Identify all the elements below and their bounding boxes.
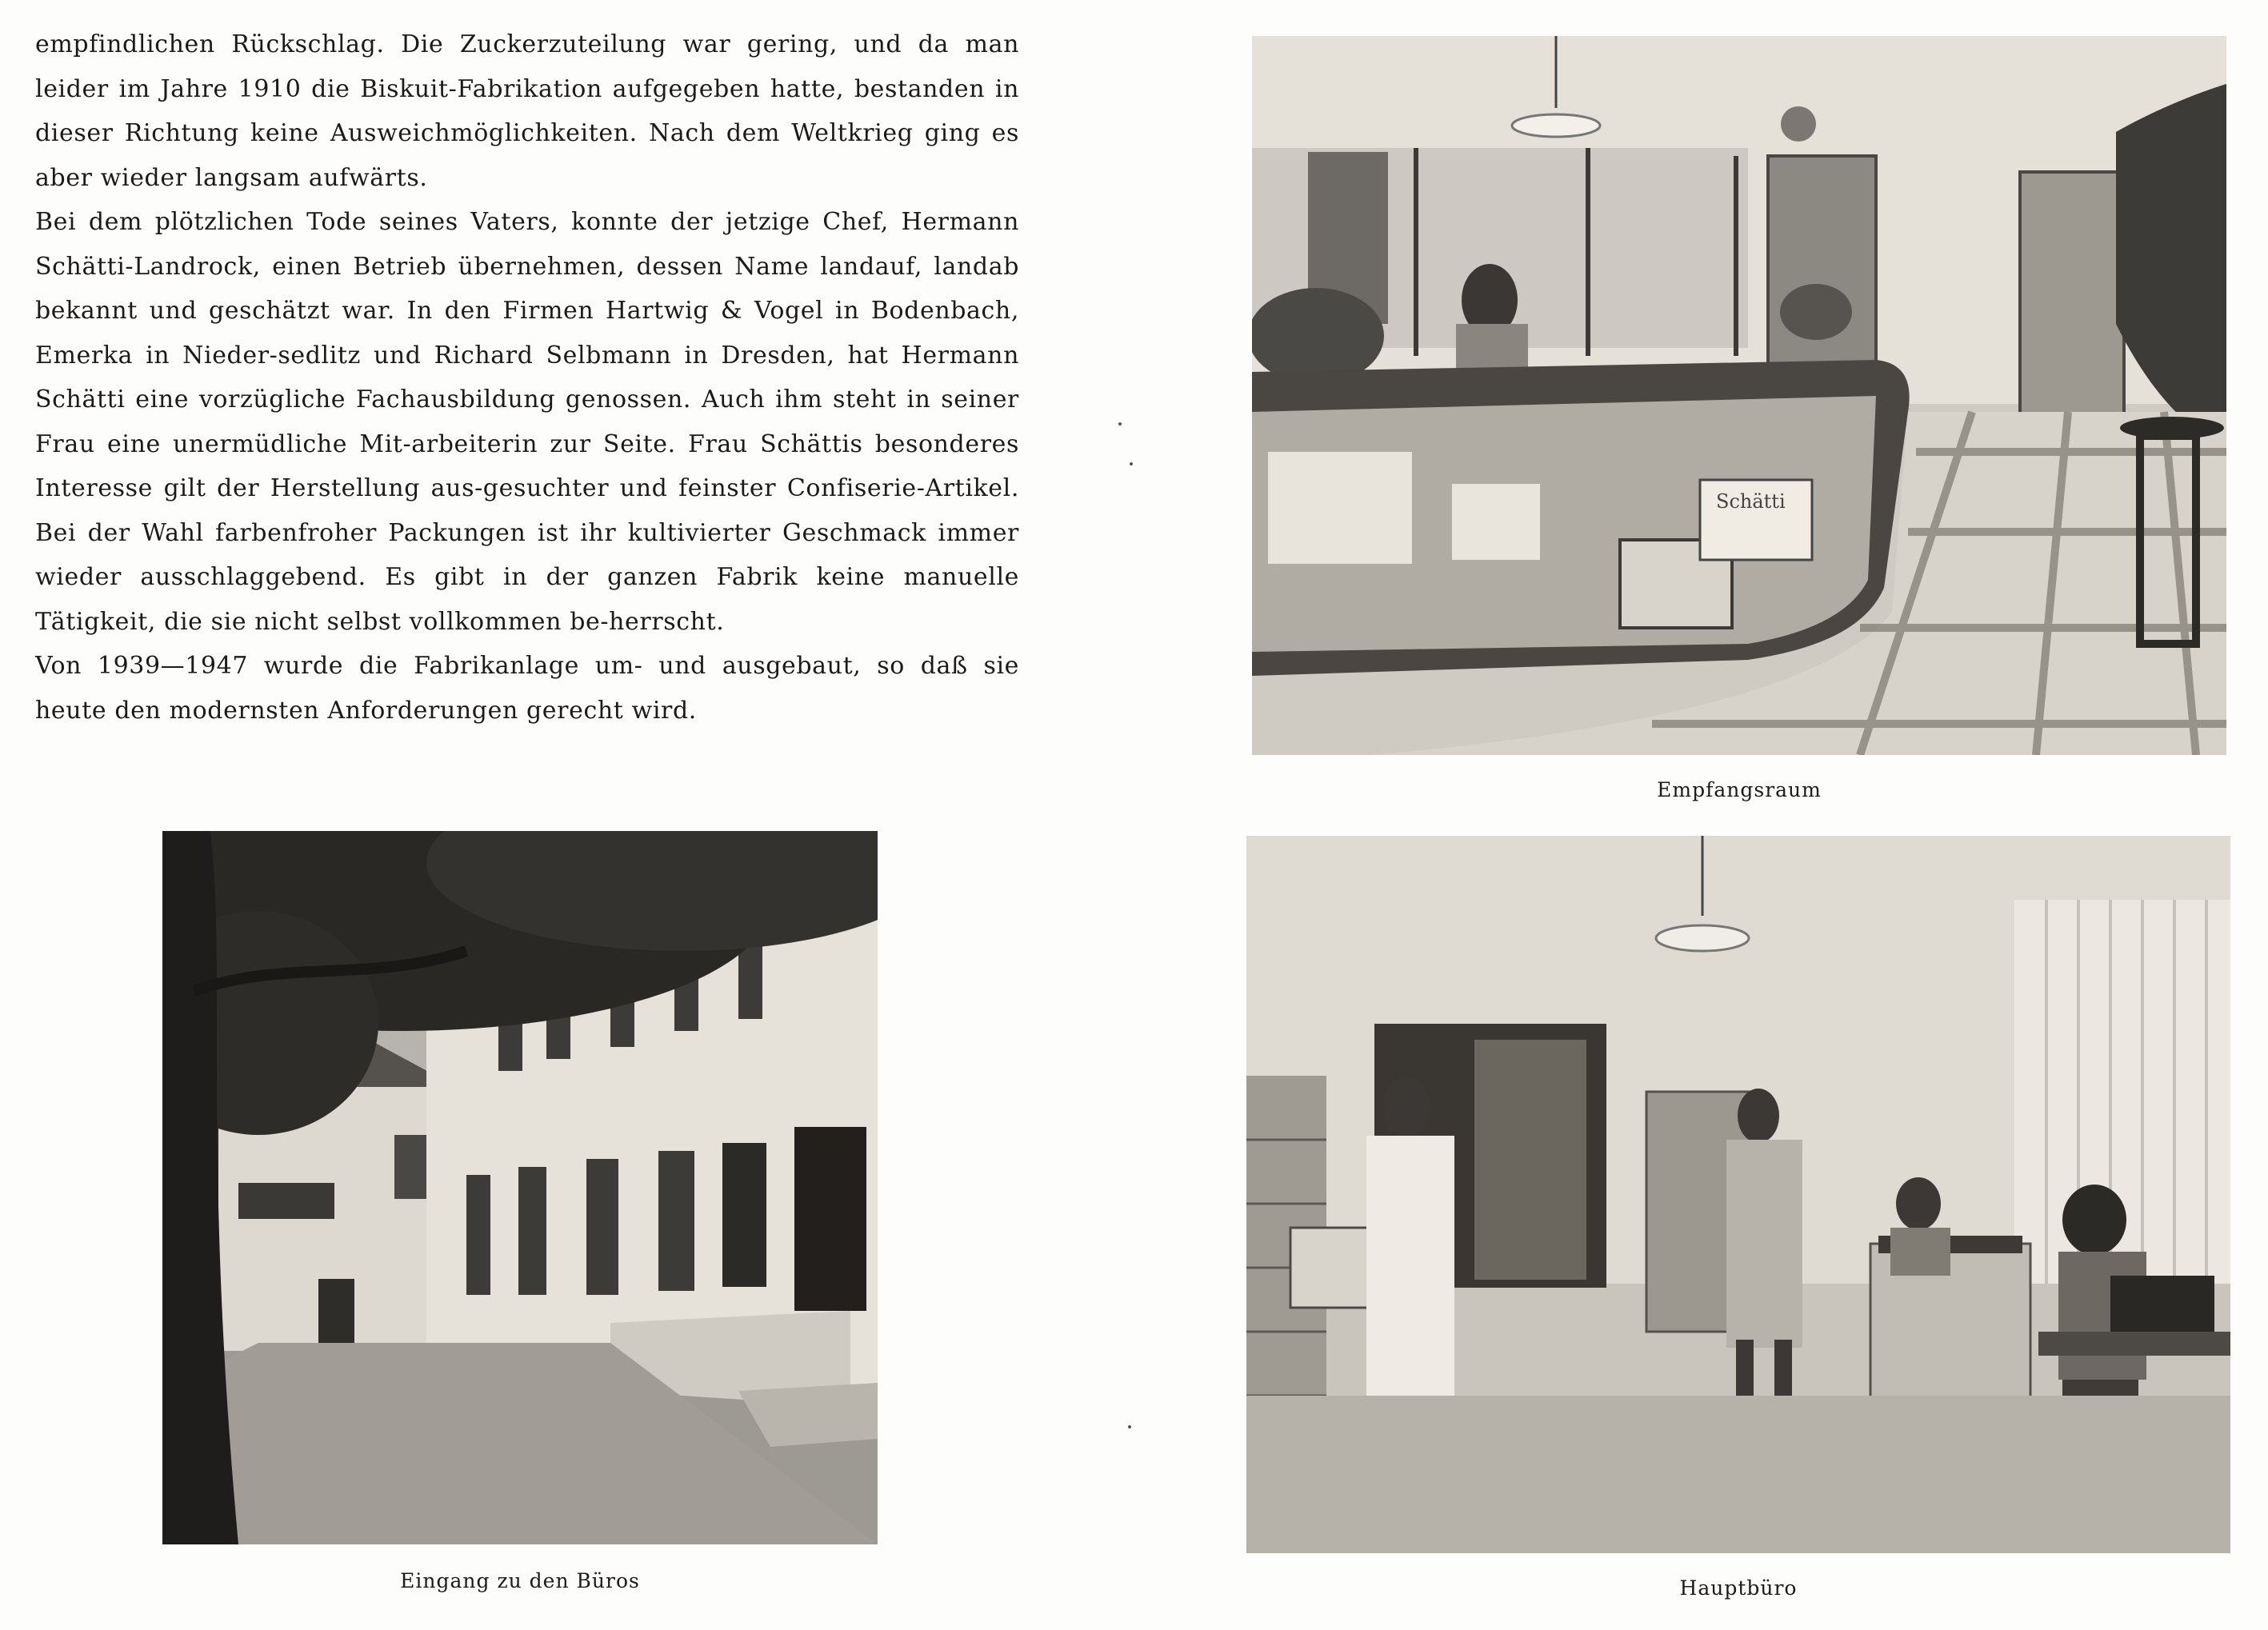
- caption-office-entrance: Eingang zu den Büros: [400, 1569, 640, 1592]
- paragraph-3: Von 1939—1947 wurde die Fabrikanlage um- und ausgebaut, so daß sie heute den modernsten Anforderungen gerecht wird.: [35, 652, 1019, 725]
- scan-speck: [1128, 1425, 1131, 1428]
- photo-reception: [1252, 36, 2226, 755]
- showcase-sign-text: Schätti: [1716, 490, 1786, 513]
- paragraph-1: empfindlichen Rückschlag. Die Zuckerzuteilung war gering, und da man leider im Jahre 1910 die Biskuit-Fabrikation aufgegeben hatte, bestanden in dieser Richtung keine Ausweichmöglichkeiten. Nach dem Weltkrieg ging es aber wieder langsam aufwärts.: [35, 30, 1019, 192]
- paragraph-2: Bei dem plötzlichen Tode seines Vaters, konnte der jetzige Chef, Hermann Schätti-Landrock, einen Betrieb übernehmen, dessen Name landauf, landab bekannt und geschätzt war. In den Firmen Hartwig & Vogel in Bodenbach, Emerka in Nieder-sedlitz und Richard Selbmann in Dresden, hat Hermann Schätti eine vorzügliche Fachausbildung genossen. Auch ihm steht in seiner Frau eine unermüdliche Mit-arbeiterin zur Seite. Frau Schättis besonderes Interesse gilt der Herstellung aus-gesuchter und feinster Confiserie-Artikel. Bei der Wahl farbenfroher Packungen ist ihr kultivierter Geschmack immer wieder ausschlaggebend. Es gibt in der ganzen Fabrik keine manuelle Tätigkeit, die sie nicht selbst vollkommen be-herrscht.: [35, 208, 1019, 636]
- caption-main-office: Hauptbüro: [1679, 1576, 1798, 1600]
- photo-main-office: [1246, 836, 2230, 1553]
- caption-reception: Empfangsraum: [1657, 778, 1822, 801]
- scan-speck: [1130, 462, 1133, 465]
- main-office-illustration: [1246, 836, 2230, 1553]
- office-entrance-illustration: [162, 831, 878, 1544]
- body-text: [35, 22, 1019, 733]
- scan-speck: [1118, 422, 1122, 425]
- reception-illustration: [1252, 36, 2226, 755]
- right-page: [1134, 0, 2268, 1630]
- photo-office-entrance: [162, 831, 878, 1544]
